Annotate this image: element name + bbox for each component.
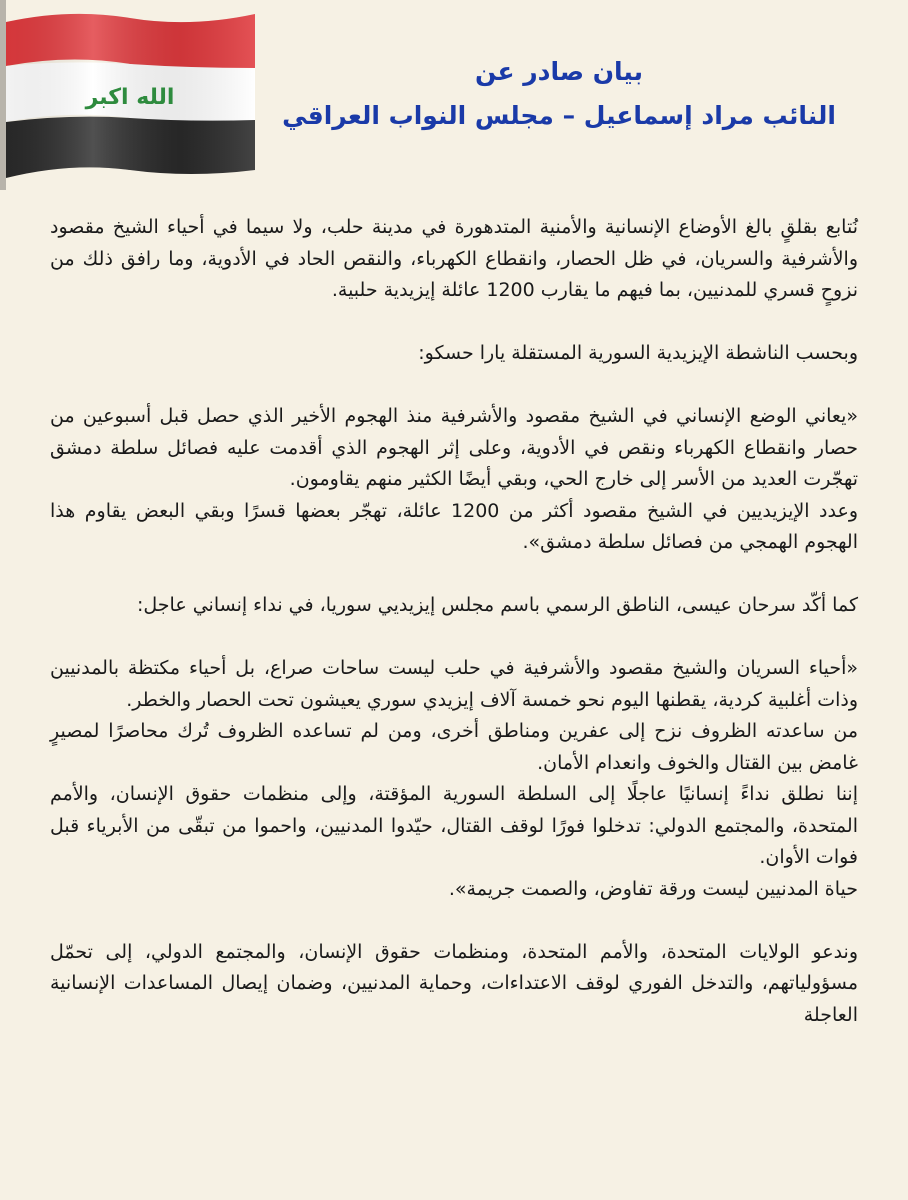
statement-body — [50, 212, 858, 1031]
paragraph-intro: نُتابع بقلقٍ بالغ الأوضاع الإنسانية والأمنية المتدهورة في مدينة حلب، ولا سيما في أحياء الشيخ مقصود والأشرفية والسريان، في ظل الحصار، وانقطاع الكهرباء، والنقص الحاد في الأدوية، وما رافق ذلك من نزوحٍ قسري للمدنيين، بما فيهم ما يقارب 1200 عائلة إيزيدية حلبية. — [50, 216, 858, 301]
statement-header — [270, 52, 848, 136]
paragraph-gap — [50, 307, 858, 339]
header-line-2: النائب مراد إسماعيل – مجلس النواب العراقي — [282, 101, 836, 130]
paragraph-source-2: كما أكّد سرحان عيسى، الناطق الرسمي باسم مجلس إيزيديي سوريا، في نداء إنساني عاجل: — [137, 594, 858, 616]
flag-pole — [0, 0, 6, 190]
paragraph-gap — [50, 559, 858, 591]
paragraph-gap — [50, 622, 858, 654]
paragraph-call: وندعو الولايات المتحدة، والأمم المتحدة، ومنظمات حقوق الإنسان، والمجتمع الدولي، إلى تحمّل مسؤولياتهم، والتدخل الفوري لوقف الاعتداءات، وحماية المدنيين، وضمان إيصال المساعدات الإنسانية العاجلة — [50, 940, 858, 1026]
iraq-flag-image — [0, 0, 262, 190]
flag-emblem-text: الله اكبر — [85, 85, 175, 110]
paragraph-quote-1b: وعدد الإيزيديين في الشيخ مقصود أكثر من 1200 عائلة، تهجّر بعضها قسرًا وبقي البعض يقاوم هذا الهجوم الهمجي من فصائل سلطة دمشق». — [50, 499, 858, 553]
header-line-1: بيان صادر عن — [474, 57, 644, 86]
paragraph-gap — [50, 370, 858, 402]
paragraph-quote-2a: «أحياء السريان والشيخ مقصود والأشرفية في حلب ليست ساحات صراع، بل أحياء مكتظة بالمدنيين وذات أغلبية كردية، يقطنها اليوم نحو خمسة آلاف إيزيدي سوري يعيشون تحت الحصار والخطر. — [50, 657, 858, 711]
paragraph-quote-1a: «يعاني الوضع الإنساني في الشيخ مقصود والأشرفية منذ الهجوم الأخير الذي حصل قبل أسبوعين من حصار وانقطاع الكهرباء ونقص في الأدوية، وعلى إثر الهجوم الذي أقدمت عليه فصائل سلطة دمشق تهجّرت العديد من الأسر إلى خارج الحي، وبقي أيضًا الكثير منهم يقاومون. — [50, 405, 858, 490]
paragraph-source-1: وبحسب الناشطة الإيزيدية السورية المستقلة يارا حسكو: — [418, 342, 858, 364]
iraq-flag — [0, 0, 262, 190]
paragraph-quote-2b: من ساعدته الظروف نزح إلى عفرين ومناطق أخرى، ومن لم تساعده الظروف تُرك محاصرًا لمصيرٍ غامض بين القتال والخوف وانعدام الأمان. — [50, 720, 858, 774]
paragraph-quote-2d: حياة المدنيين ليست ورقة تفاوض، والصمت جريمة». — [448, 877, 858, 900]
paragraph-gap — [50, 905, 858, 937]
paragraph-quote-2c: إننا نطلق نداءً إنسانيًا عاجلًا إلى السلطة السورية المؤقتة، وإلى منظمات حقوق الإنسان، والأمم المتحدة، والمجتمع الدولي: تدخلوا فورًا لوقف القتال، حيّدوا المدنيين، واحموا من تبقّى من الأبرياء قبل فوات الأوان. — [50, 783, 858, 868]
